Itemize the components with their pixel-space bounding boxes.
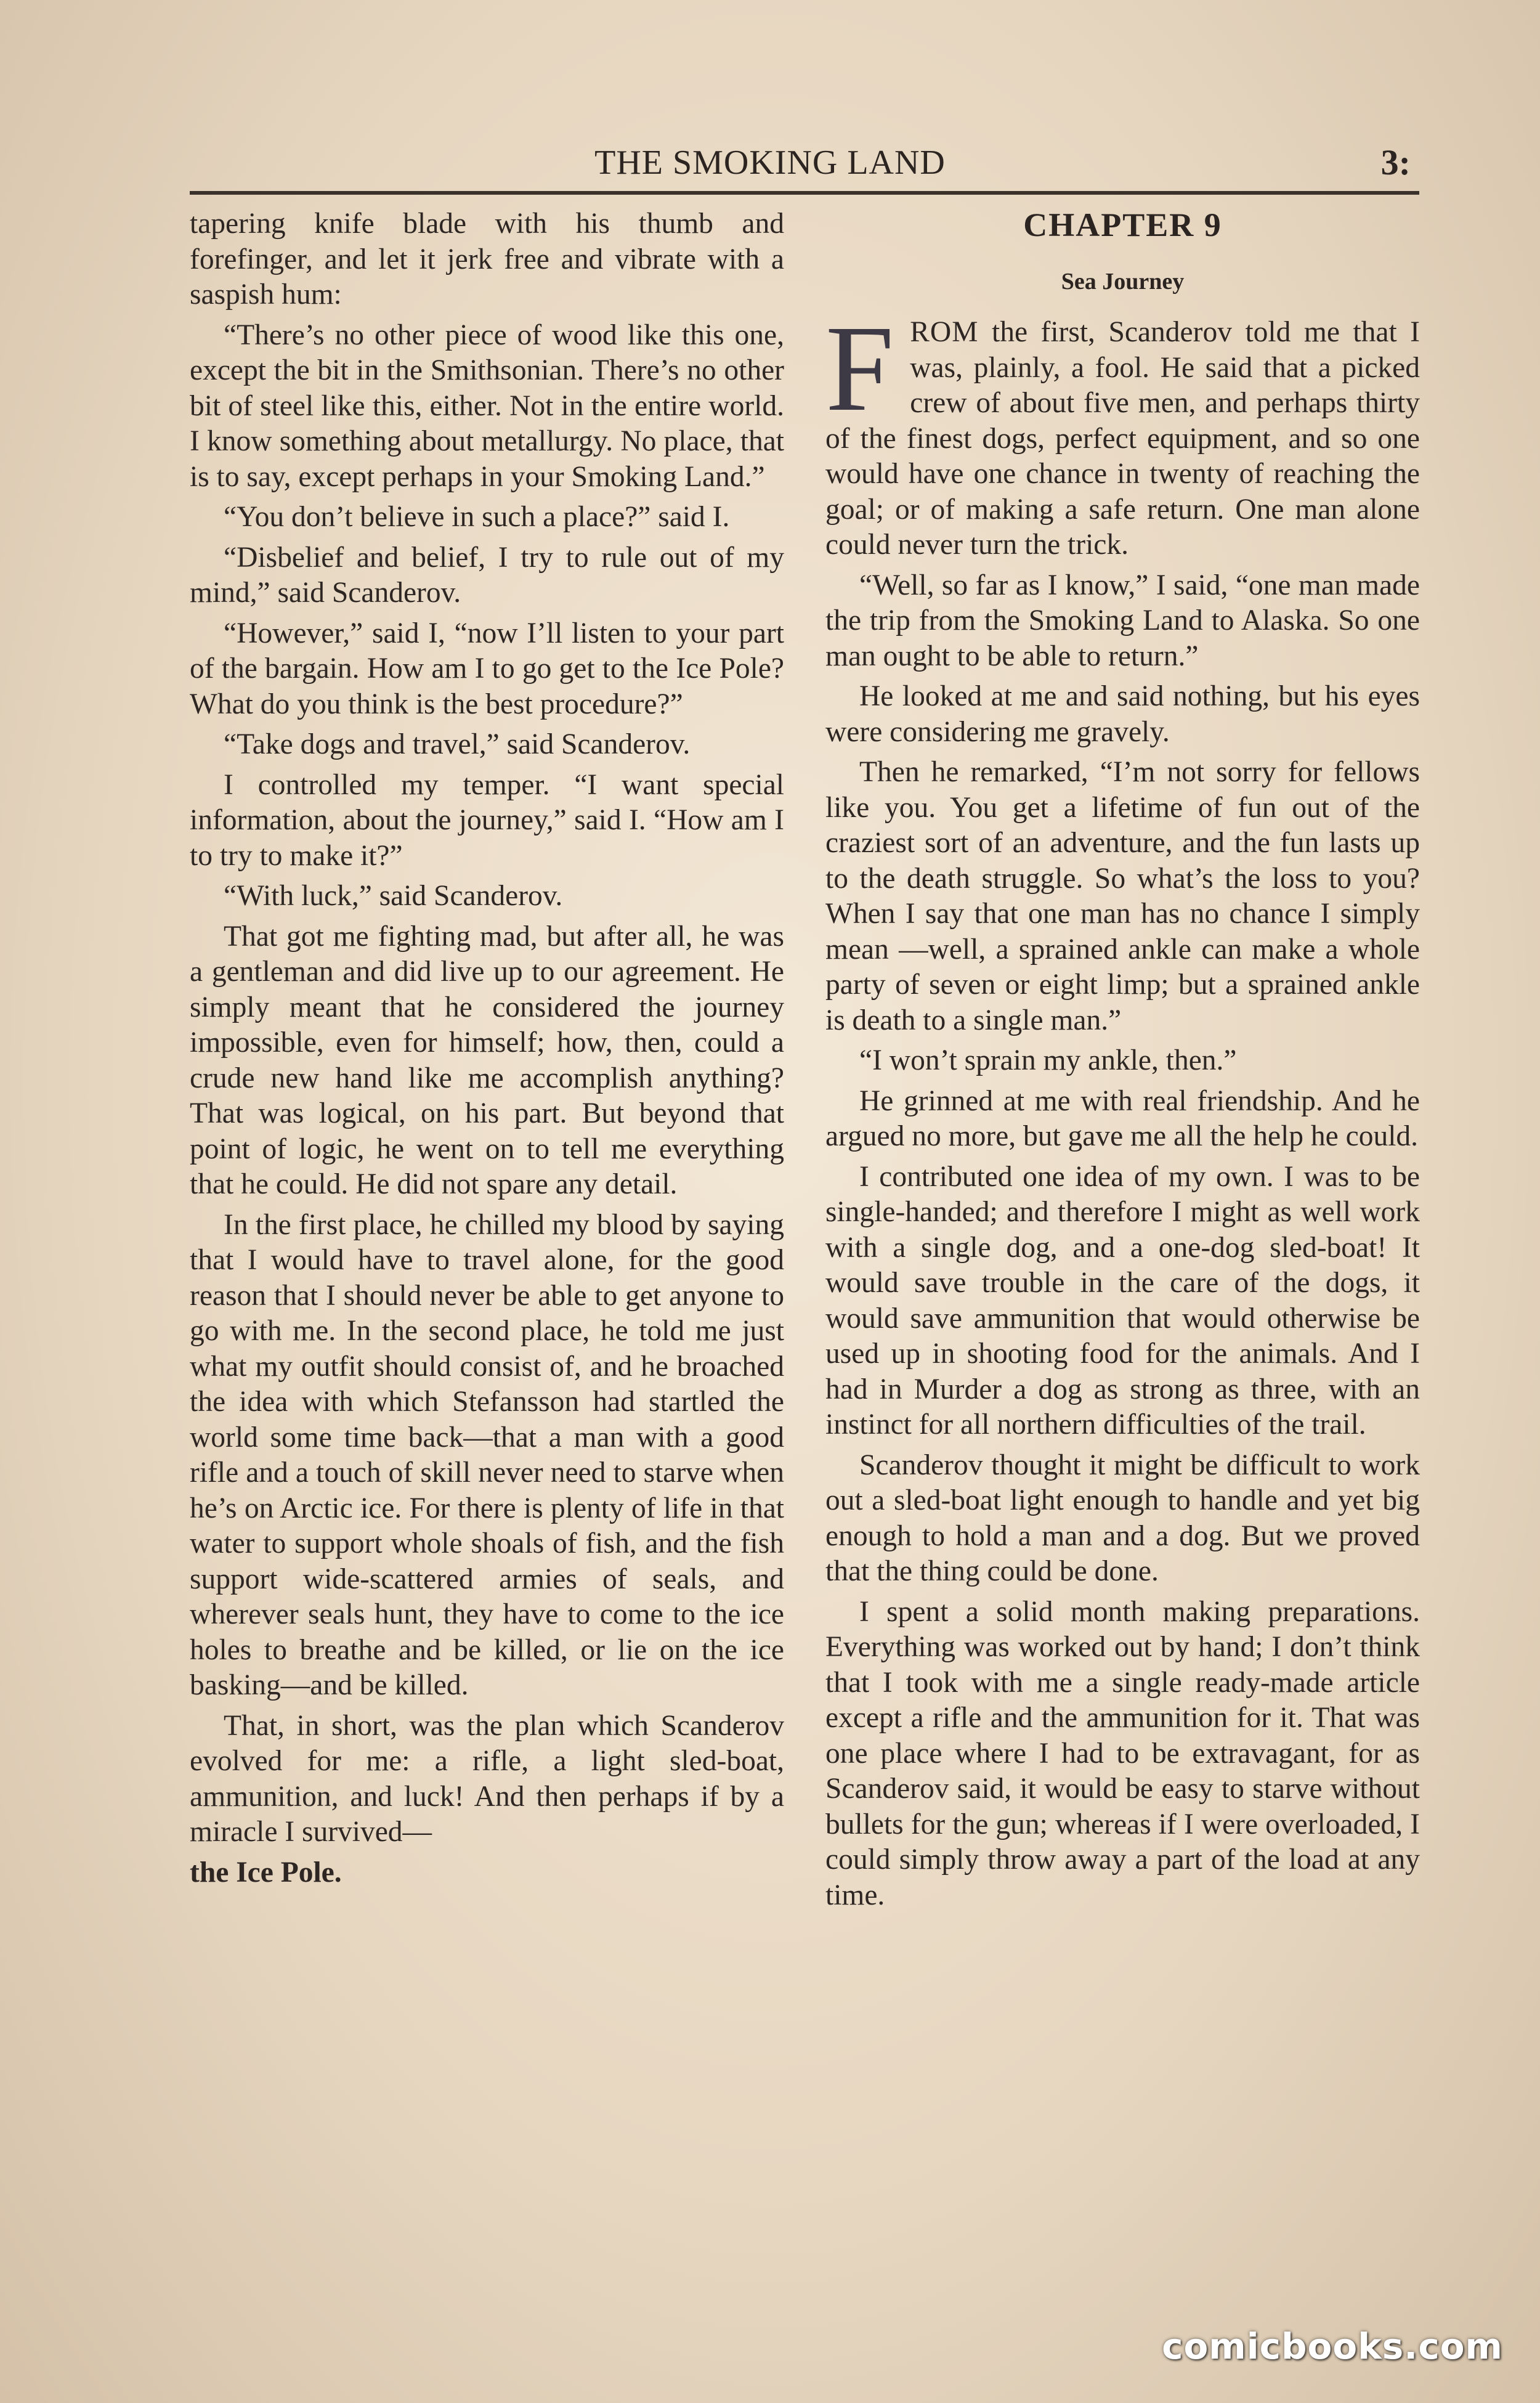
- paragraph: “You don’t believe in such a place?” said I.: [224, 501, 730, 533]
- paragraph: That got me fighting mad, but after all, he was a gentleman and did live up to our agreement. He simply meant that he considered the journey impossible, even for himself; how, then, could a crude new hand like me accomplish anything? That was logical, on his part. But beyond that point of logic, he went on to tell me everything that he could. He did not spare any detail.: [190, 920, 784, 1200]
- opening-text: the first, Scanderov told me that I was, plainly, a fool. He said that a picked crew of about five men, and perhaps thirty of the finest dogs, perfect equipment, and so one would have one chance in twenty of reaching the goal; or of making a safe return. One man alone could never turn the trick.: [825, 316, 1420, 561]
- paragraph: “However,” said I, “now I’ll listen to your part of the bargain. How am I to go get to the Ice Pole? What do you think is the best procedure?”: [190, 617, 784, 720]
- paragraph: “Well, so far as I know,” I said, “one man made the trip from the Smoking Land to Alaska. So one man ought to be able to return.”: [825, 569, 1420, 672]
- chapter-title: CHAPTER 9: [1023, 206, 1222, 243]
- paragraph: “There’s no other piece of wood like this one, except the bit in the Smithsonian. There’s no other bit of steel like this, either. Not in the entire world. I know something about metallurgy. No place, that is to say, except perhaps in your Smoking Land.”: [190, 319, 784, 493]
- paragraph: I contributed one idea of my own. I was to be single-handed; and therefore I might as well work with a single dog, and a one-dog sled-boat! It would save trouble in the care of the dogs, it would save ammunition that would otherwise be used up in shooting food for the animals. And I had in Murder a dog as strong as three, with an instinct for all northern difficulties of the trail.: [825, 1160, 1420, 1441]
- paragraph: I controlled my temper. “I want special information, about the journey,” said I. “How am I to try to make it?”: [190, 768, 784, 872]
- drop-cap: F: [825, 301, 894, 437]
- paragraph: He looked at me and said nothing, but his eyes were considering me gravely.: [825, 680, 1420, 748]
- page-number: 3:: [1380, 142, 1411, 182]
- opening-paragraph: [825, 301, 1420, 563]
- paragraph: That, in short, was the plan which Scanderov evolved for me: a rifle, a light sled-boat, ammunition, and luck! And then perhaps if by a miracle I survived—: [190, 1709, 784, 1848]
- header-rule: [190, 191, 1419, 195]
- paragraph: I spent a solid month making preparations. Everything was worked out by hand; I don’t think that I took with me a single ready-made article except a rifle and the ammunition for it. That was one place where I had to be extravagant, for as Scanderov said, it would be easy to starve without bullets for the gun; whereas if I were overloaded, I could simply throw away a part of the load at any time.: [825, 1595, 1420, 1911]
- chapter-subtitle: Sea Journey: [1061, 269, 1185, 295]
- left-column: [190, 206, 784, 1895]
- paragraph: tapering knife blade with his thumb and forefinger, and let it jerk free and vibrate with a saspish hum:: [190, 208, 784, 311]
- opening-smallcaps: ROM: [910, 316, 979, 348]
- paragraph: He grinned at me with real friendship. And he argued no more, but gave me all the help he could.: [825, 1084, 1420, 1152]
- paragraph: “With luck,” said Scanderov.: [224, 880, 563, 912]
- paragraph: Then he remarked, “I’m not sorry for fellows like you. You get a lifetime of fun out of the craziest sort of an adventure, and the fun lasts up to the death struggle. So what’s the loss to you? When I say that one man has no chance I simply mean —well, a sprained ankle can make a whole party of seven or eight limp; but a sprained ankle is death to a single man.”: [825, 756, 1420, 1036]
- watermark-logo: comicbooks.com: [1162, 2325, 1503, 2367]
- running-title: THE SMOKING LAND: [594, 144, 946, 182]
- paragraph: In the first place, he chilled my blood by saying that I would have to travel alone, for the good reason that I should never be able to get anyone to go with me. In the second place, he told me just what my outfit should consist of, and he broached the idea with which Stefansson had startled the world some time back—that a man with a good rifle and a touch of skill never need to starve when he’s on Arctic ice. For there is plenty of life in that water to support whole shoals of fish, and the fish support wide-scattered armies of seals, and wherever seals hunt, they have to come to the ice holes to breathe and be killed, or lie on the ice basking—and be killed.: [190, 1208, 784, 1701]
- right-column: [825, 206, 1420, 1918]
- paragraph-ending: the Ice Pole.: [190, 1856, 342, 1889]
- paragraph: “Disbelief and belief, I try to rule out of my mind,” said Scanderov.: [190, 541, 784, 609]
- paragraph: Scanderov thought it might be difficult to work out a sled-boat light enough to handle and yet big enough to hold a man and a dog. But we proved that the thing could be done.: [825, 1449, 1420, 1587]
- paragraph: “I won’t sprain my ankle, then.”: [859, 1044, 1237, 1076]
- paragraph: “Take dogs and travel,” said Scanderov.: [224, 728, 691, 760]
